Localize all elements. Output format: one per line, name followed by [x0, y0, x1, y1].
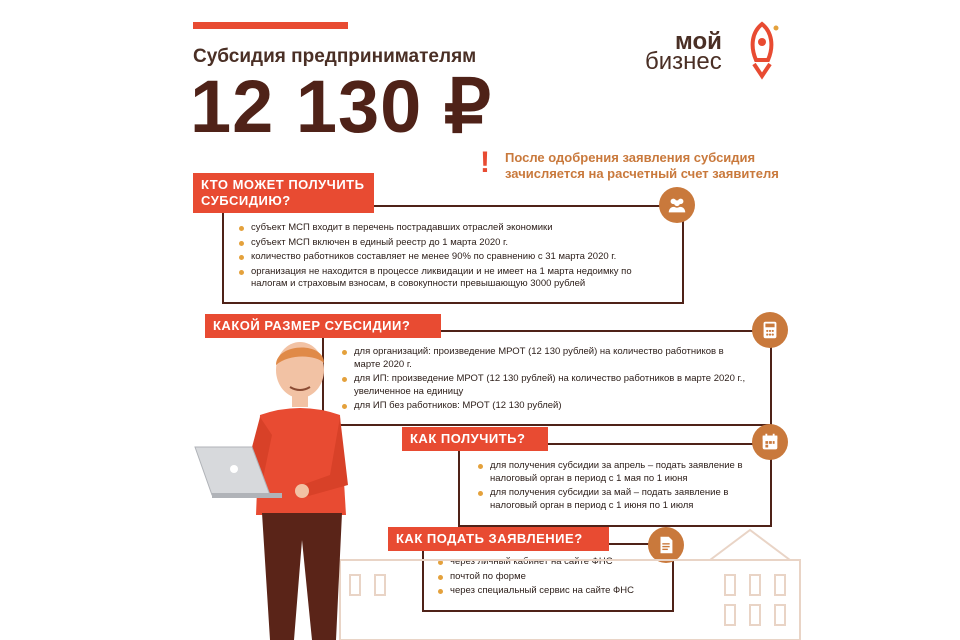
list-item: количество работников составляет не менее 90% по сравнению с 31 марта 2020 г.	[237, 251, 667, 264]
logo-text-top: мой	[675, 28, 722, 55]
section-title-apply: КАК ПОДАТЬ ЗАЯВЛЕНИЕ?	[388, 527, 609, 551]
list-item: для ИП: произведение МРОТ (12 130 рублей) на количество работников в марте 2020 г., увеличенное на единицу	[340, 373, 750, 398]
approval-note: После одобрения заявления субсидия зачисляется на расчетный счет заявителя	[505, 150, 779, 181]
accent-bar	[193, 22, 348, 29]
list-item: субъект МСП включен в единый реестр до 1 марта 2020 г.	[237, 237, 667, 250]
list-item: для организаций: произведение МРОТ (12 130 рублей) на количество работников в марте 2020 г.	[340, 346, 750, 371]
list-item: субъект МСП входит в перечень пострадавших отраслей экономики	[237, 222, 667, 235]
list-item: почтой по форме	[436, 571, 666, 584]
rocket-icon	[742, 20, 782, 80]
section-title-how: КАК ПОЛУЧИТЬ?	[402, 427, 548, 451]
building-illustration	[330, 520, 810, 640]
calendar-icon	[752, 424, 788, 460]
section-title-size: КАКОЙ РАЗМЕР СУБСИДИИ?	[205, 314, 441, 338]
list-item: организация не находится в процессе ликвидации и не имеет на 1 марта недоимку по налогам и страховым взносам, в совокупности превышающую 3000 рублей	[237, 266, 667, 291]
calculator-icon	[752, 312, 788, 348]
list-item: через специальный сервис на сайте ФНС	[436, 585, 666, 598]
section-list-size	[340, 346, 750, 415]
subsidy-amount: 12 130 ₽	[190, 65, 492, 148]
page-subtitle: Субсидия предпринимателям	[193, 46, 477, 67]
logo-text-bottom: бизнес	[645, 48, 722, 75]
person-illustration	[190, 335, 360, 640]
list-item: для получения субсидии за апрель – подать заявление в налоговый орган в период с 1 мая по 1 июня	[476, 460, 756, 485]
section-list-who	[237, 222, 667, 293]
list-item: для ИП без работников: МРОТ (12 130 рублей)	[340, 400, 750, 413]
list-item: через личный кабинет на сайте ФНС	[436, 556, 666, 569]
section-title-who: КТО МОЖЕТ ПОЛУЧИТЬ СУБСИДИЮ?	[193, 173, 374, 213]
section-list-how	[476, 460, 756, 514]
exclamation-icon: !	[480, 146, 490, 179]
people-icon	[659, 187, 695, 223]
list-item: для получения субсидии за май – подать заявление в налоговый орган в период с 1 июня по 1 июля	[476, 487, 756, 512]
